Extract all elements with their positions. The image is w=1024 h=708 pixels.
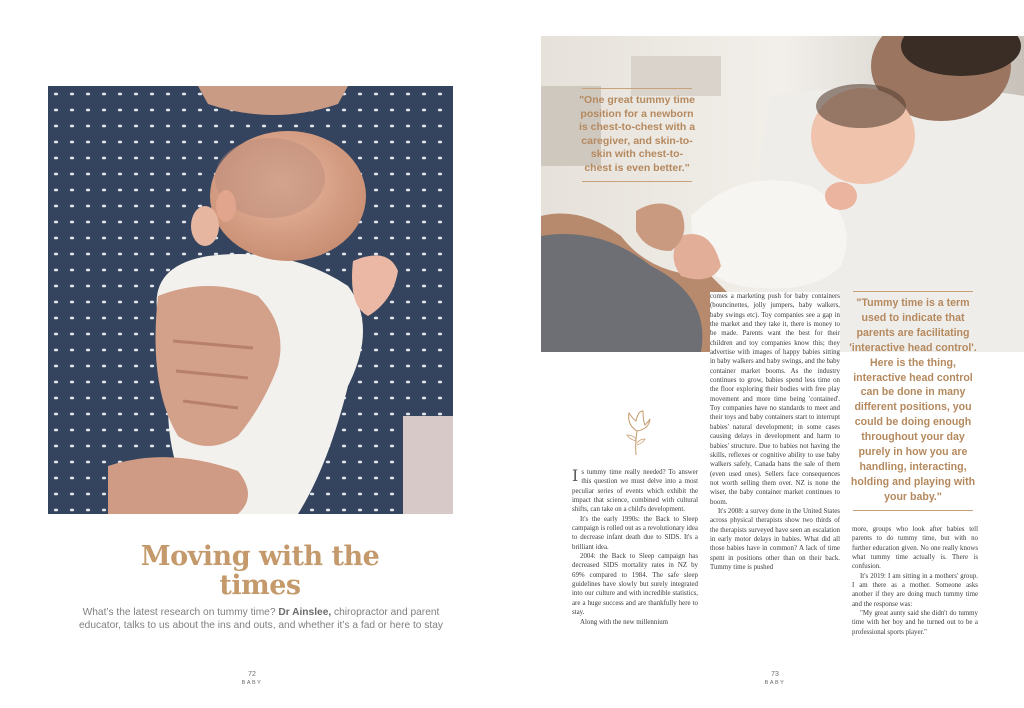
right-page-number: 73 (771, 671, 779, 678)
col3-paragraph-1: more, groups who look after babies tell parents to do tummy time, but with no further education given. No one really knows what tummy time actually is. There is confusion. (852, 526, 978, 571)
pull-quote-tummy-time (848, 291, 978, 511)
col1-paragraph-4: Along with the new millennium (580, 618, 669, 626)
left-folio (232, 671, 272, 686)
pull-quote-chest-to-chest (578, 88, 696, 182)
right-section-label: BABY (764, 680, 786, 686)
photo-parent-holding-baby (48, 86, 453, 514)
col1-p1-text: s tummy time really needed? To answer this question we must delve into a most peculiar series of events which exhibit the impact that science, combined with cultural shifts, can take on a child's development. (572, 469, 698, 514)
pull-quote-rule-bottom (582, 181, 692, 182)
intro-author: Dr Ainslee, (278, 607, 332, 618)
col1-paragraph-2: It's the early 1990s: the Back to Sleep campaign is rolled out as a revolutionary idea to decrease infant death due to SIDS. It's a brilliant idea. (572, 515, 698, 551)
pull-quote-rule-top (582, 88, 692, 89)
left-section-label: BABY (241, 680, 263, 686)
intro-text-2: chiropractor and parent educator, talks to us about the ins and outs, and whether it’s a fad or here to stay (79, 607, 443, 631)
dropcap: I (572, 468, 579, 485)
right-folio (755, 671, 795, 686)
pull-quote-2-rule-bottom (853, 510, 973, 511)
col3-paragraph-3: "My great aunty said she didn't do tummy time with her boy and he turned out to be a professional sports player." (852, 610, 978, 636)
article-intro (72, 606, 450, 632)
col1-paragraph-1 (572, 468, 698, 515)
intro-text-1: What’s the latest research on tummy time? (82, 607, 279, 618)
body-column-1 (572, 468, 698, 650)
col1-paragraph-3: 2004: the Back to Sleep campaign has decreased SIDS mortality rates in NZ by 69% compared to 1984. The safe sleep guidelines have slowly but surely integrated into our culture and with incredible statistics, are a huge success and are thankfully here to stay. (572, 553, 698, 617)
col3-paragraph-2: It's 2019: I am sitting in a mothers' group. I am there as a mother. Someone asks another if they are doing much tummy time and the response was: (852, 572, 978, 608)
col2-paragraph-1: comes a marketing push for baby containers (bouncinettes, jolly jumpers, baby walkers, baby swings etc). Toy companies see a gap in the market and they take it, there is money to be made. Parents want the best for their children and toy companies know this; they advertise with images of happy babies sitting in baby walkers and baby swings, and the baby container market booms. As the industry continues to grow, babies spend less time on the floor exploring their bodies with free play movement and more time being 'contained'. Toy companies have no standards to meet and their toys and baby containers start to interrupt babies' natural development; in some cases causing delays in development and harm to babies' structure. Due to babies not having the skills, reflexes or cognitive ability to use baby walkers safely, Canada bans the sale of them (even used ones). Sellers face consequences not worth selling them over. NZ is none the wiser, the baby container market continues to boom. (710, 293, 840, 506)
pull-quote-2-text: "Tummy time is a term used to indicate that parents are facilitating 'interactive head control'. Here is the thing, interactive head control can be done in many different positions, you could be doing enough throughout your day purely in how you are handling, interacting, holding and playing with your baby." (849, 297, 977, 503)
pull-quote-2-rule-top (853, 291, 973, 292)
body-column-2 (710, 292, 840, 648)
article-title: Moving with the times (140, 541, 380, 601)
body-column-3 (852, 525, 978, 650)
col2-paragraph-2: It's 2008: a survey done in the United States across physical therapists show two thirds of the therapists surveyed have seen an escalation in early motor delays in babies. What did all those babies have in common? A lack of time spent in positions other than on their back. Tummy time is pushed (710, 507, 840, 571)
flower-ornament-icon (621, 407, 651, 455)
pull-quote-1-text: "One great tummy time position for a newborn is chest-to-chest with a caregiver, and skin-to-skin with chest-to-chest is even better." (578, 94, 696, 174)
left-page-number: 72 (248, 671, 256, 678)
